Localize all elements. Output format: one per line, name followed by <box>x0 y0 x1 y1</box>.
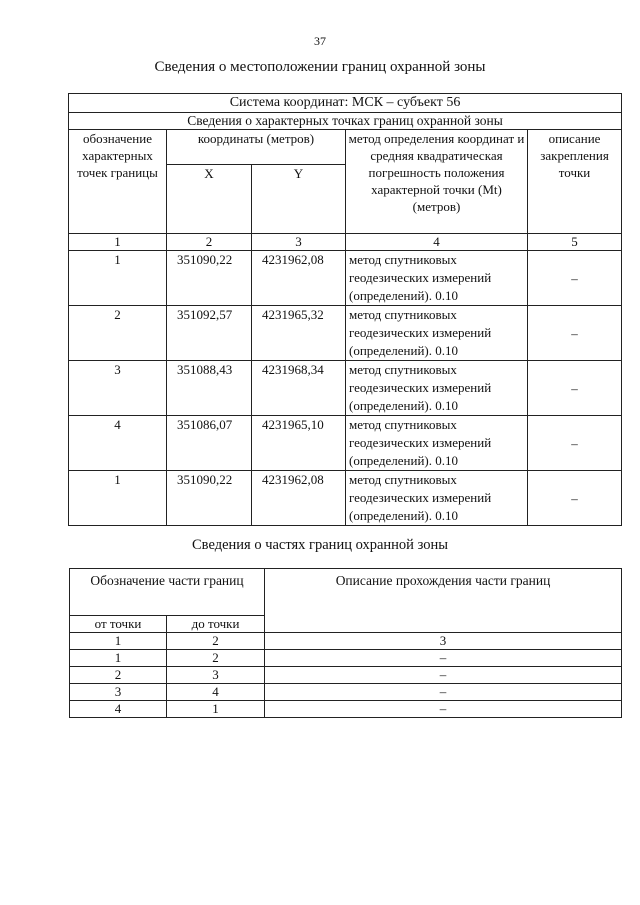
table-row <box>70 684 622 701</box>
point-cell: 2 <box>69 306 167 361</box>
table-row <box>70 650 622 667</box>
y-cell: 4231965,32 <box>252 306 346 361</box>
x-cell: 351090,22 <box>167 251 252 306</box>
from-cell: 3 <box>70 684 167 701</box>
index-cell: 3 <box>265 633 622 650</box>
y-cell: 4231962,08 <box>252 251 346 306</box>
description-cell: – <box>528 416 622 471</box>
x-cell: 351090,22 <box>167 471 252 526</box>
x-cell: 351086,07 <box>167 416 252 471</box>
header-description: описание закрепления точки <box>528 130 622 234</box>
description-cell: – <box>265 667 622 684</box>
point-cell: 1 <box>69 251 167 306</box>
header-y: Y <box>252 165 346 234</box>
index-cell: 2 <box>167 234 252 251</box>
table-row <box>69 306 622 361</box>
index-cell: 4 <box>346 234 528 251</box>
description-cell: – <box>528 251 622 306</box>
header-coordinates: координаты (метров) <box>167 130 346 165</box>
index-cell: 1 <box>69 234 167 251</box>
coordinate-system-row: Система координат: МСК – субъект 56 <box>69 94 622 113</box>
y-cell: 4231968,34 <box>252 361 346 416</box>
description-cell: – <box>265 650 622 667</box>
section-title: Сведения о местоположении границ охранной зоны <box>154 59 486 75</box>
to-cell: 4 <box>167 684 265 701</box>
table-row <box>69 416 622 471</box>
table-row <box>69 251 622 306</box>
header-method: метод определения координат и средняя квадратическая погрешность положения характерной точки (Mt) (метров) <box>346 130 528 234</box>
method-cell: метод спутниковых геодезических измерений (определений). 0.10 <box>346 361 528 416</box>
index-cell: 5 <box>528 234 622 251</box>
section-subtitle-row: Сведения о характерных точках границ охранной зоны <box>69 113 622 130</box>
point-cell: 1 <box>69 471 167 526</box>
parts-title: Сведения о частях границ охранной зоны <box>192 537 448 553</box>
to-cell: 2 <box>167 650 265 667</box>
header-designation: обозначение характерных точек границы <box>69 130 167 234</box>
coordinates-table <box>68 93 622 526</box>
boundary-parts-table <box>69 568 622 718</box>
header-x: X <box>167 165 252 234</box>
description-cell: – <box>265 684 622 701</box>
table-row <box>69 361 622 416</box>
y-cell: 4231962,08 <box>252 471 346 526</box>
header-part-designation: Обозначение части границ <box>70 569 265 616</box>
index-cell: 3 <box>252 234 346 251</box>
to-cell: 3 <box>167 667 265 684</box>
method-cell: метод спутниковых геодезических измерений (определений). 0.10 <box>346 306 528 361</box>
table-row <box>70 667 622 684</box>
method-cell: метод спутниковых геодезических измерений (определений). 0.10 <box>346 416 528 471</box>
header-part-description: Описание прохождения части границ <box>265 569 622 633</box>
index-cell: 2 <box>167 633 265 650</box>
table-row <box>70 701 622 718</box>
description-cell: – <box>528 306 622 361</box>
page-number: 37 <box>314 34 326 48</box>
from-cell: 1 <box>70 650 167 667</box>
x-cell: 351088,43 <box>167 361 252 416</box>
point-cell: 3 <box>69 361 167 416</box>
description-cell: – <box>528 361 622 416</box>
header-to-point: до точки <box>167 616 265 633</box>
x-cell: 351092,57 <box>167 306 252 361</box>
table-row <box>69 471 622 526</box>
from-cell: 2 <box>70 667 167 684</box>
header-from-point: от точки <box>70 616 167 633</box>
index-cell: 1 <box>70 633 167 650</box>
description-cell: – <box>528 471 622 526</box>
point-cell: 4 <box>69 416 167 471</box>
method-cell: метод спутниковых геодезических измерений (определений). 0.10 <box>346 471 528 526</box>
description-cell: – <box>265 701 622 718</box>
y-cell: 4231965,10 <box>252 416 346 471</box>
from-cell: 4 <box>70 701 167 718</box>
to-cell: 1 <box>167 701 265 718</box>
method-cell: метод спутниковых геодезических измерений (определений). 0.10 <box>346 251 528 306</box>
